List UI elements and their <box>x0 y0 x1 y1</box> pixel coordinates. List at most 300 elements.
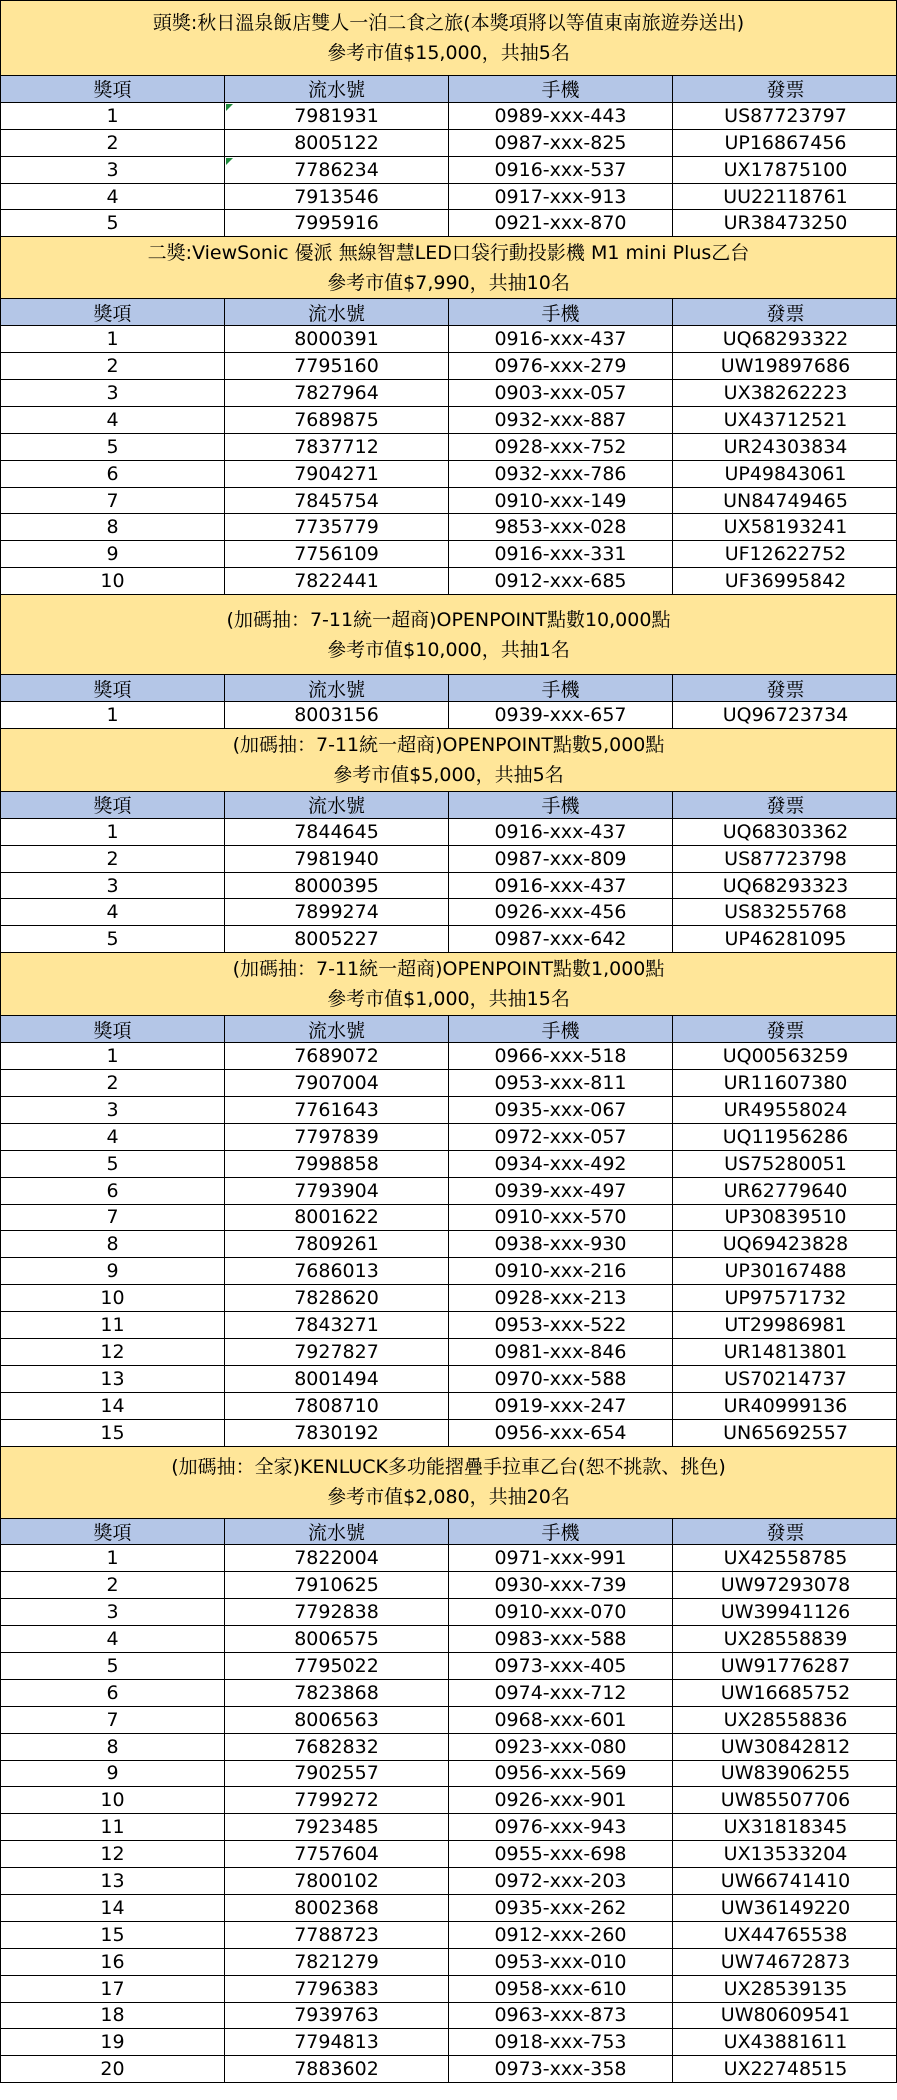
table-cell-phone-col: 0921-xxx-870 <box>449 210 673 236</box>
prize-subtitle: 參考市值$7,990，共抽10名 <box>327 271 570 294</box>
column-header-prize-col: 獎項 <box>1 1519 225 1545</box>
table-cell-invoice-col: UW19897686 <box>720 355 851 378</box>
table-cell-prize-col: 8 <box>1 1231 225 1257</box>
table-cell-invoice-col: UW16685752 <box>720 1681 851 1704</box>
table-cell-prize-col: 2 <box>1 353 225 379</box>
table-cell-phone-col: 0939-xxx-657 <box>449 702 673 728</box>
table-row <box>0 1707 897 1734</box>
column-header-invoice-col: 發票 <box>766 678 805 701</box>
table-row <box>0 819 897 846</box>
column-header-serial-col: 流水號 <box>225 792 449 818</box>
table-row <box>0 1231 897 1258</box>
table-cell-invoice-col: US70214737 <box>724 1367 847 1390</box>
table-cell-invoice-col: UX44765538 <box>723 1923 848 1946</box>
table-cell-invoice-col: UQ68293322 <box>722 328 849 351</box>
table-cell-prize-col: 1 <box>1 1545 225 1571</box>
table-cell-invoice-col: UX43712521 <box>723 408 848 431</box>
table-cell-serial-col: 7844645 <box>225 819 449 845</box>
table-cell-phone-col: 0963-xxx-873 <box>449 2003 673 2029</box>
table-cell-invoice-col: UX58193241 <box>723 516 848 539</box>
table-cell-serial-col: 7689875 <box>225 407 449 433</box>
table-cell-prize-col: 5 <box>1 926 225 952</box>
table-cell-invoice-col: UX28558839 <box>723 1628 848 1651</box>
table-cell-prize-col: 4 <box>1 1124 225 1150</box>
table-cell-prize-col: 15 <box>1 1420 225 1446</box>
column-header-invoice-col: 發票 <box>766 302 805 325</box>
table-cell-serial-col: 7682832 <box>225 1734 449 1760</box>
prize-subtitle: 參考市值$15,000，共抽5名 <box>327 42 570 64</box>
table-cell-serial-col: 7883602 <box>225 2056 449 2082</box>
table-cell-phone-col: 0926-xxx-456 <box>449 899 673 925</box>
table-cell-phone-col: 0953-xxx-811 <box>449 1070 673 1096</box>
table-cell-serial-col: 7923485 <box>225 1814 449 1840</box>
table-cell-invoice-col: UN84749465 <box>723 489 848 512</box>
table-row <box>0 2003 897 2030</box>
table-row <box>0 407 897 434</box>
table-cell-serial-col: 7797839 <box>225 1124 449 1150</box>
table-cell-prize-col: 16 <box>1 1949 225 1975</box>
table-cell-prize-col: 6 <box>1 1680 225 1706</box>
table-cell-phone-col: 0935-xxx-262 <box>449 1895 673 1921</box>
table-cell-serial-col: 8006563 <box>225 1707 449 1733</box>
table-cell-phone-col: 0928-xxx-213 <box>449 1285 673 1311</box>
table-cell-invoice-col: UW83906255 <box>720 1762 851 1785</box>
table-row <box>0 1599 897 1626</box>
table-cell-serial-col: 7792838 <box>225 1599 449 1625</box>
table-cell-serial-col: 7799272 <box>225 1787 449 1813</box>
table-cell-phone-col: 0953-xxx-522 <box>449 1312 673 1338</box>
table-cell-prize-col: 2 <box>1 1070 225 1096</box>
table-cell-prize-col: 1 <box>1 1043 225 1069</box>
table-cell-prize-col: 1 <box>1 819 225 845</box>
prize-header <box>0 0 897 76</box>
table-cell-invoice-col: UR62779640 <box>723 1179 848 1202</box>
table-cell-prize-col: 5 <box>1 434 225 460</box>
table-cell-serial-col: 8003156 <box>225 702 449 728</box>
table-cell-serial-col: 8002368 <box>225 1895 449 1921</box>
table-cell-prize-col: 14 <box>1 1895 225 1921</box>
table-cell-phone-col: 0981-xxx-846 <box>449 1339 673 1365</box>
table-cell-invoice-col: UX42558785 <box>723 1547 848 1570</box>
table-cell-prize-col: 3 <box>1 873 225 899</box>
table-cell-serial-col: 7788723 <box>225 1922 449 1948</box>
table-cell-serial-col: 7793904 <box>225 1178 449 1204</box>
table-row <box>0 1312 897 1339</box>
table-cell-serial-col: 8001622 <box>225 1205 449 1231</box>
table-cell-invoice-col: UX38262223 <box>723 381 848 404</box>
table-cell-prize-col: 1 <box>1 103 225 129</box>
table-row <box>0 873 897 900</box>
table-row <box>0 1761 897 1788</box>
table-cell-phone-col: 0910-xxx-149 <box>449 488 673 514</box>
column-header-invoice-col: 發票 <box>766 1521 805 1544</box>
table-cell-phone-col: 0956-xxx-569 <box>449 1761 673 1787</box>
prize-subtitle: 參考市值$2,080，共抽20名 <box>327 1486 570 1509</box>
table-row <box>0 702 897 729</box>
column-header-prize-col: 獎項 <box>1 792 225 818</box>
column-header-serial-col: 流水號 <box>225 675 449 701</box>
prize-title: 頭獎:秋日溫泉飯店雙人一泊二食之旅(本獎項將以等值東南旅遊券送出) <box>152 12 745 34</box>
table-cell-serial-col: 7904271 <box>225 461 449 487</box>
table-cell-serial-col: 7786234 <box>225 157 449 183</box>
table-cell-prize-col: 4 <box>1 1626 225 1652</box>
table-row <box>0 1787 897 1814</box>
table-row <box>0 353 897 380</box>
table-cell-phone-col: 0916-xxx-437 <box>449 873 673 899</box>
table-cell-prize-col: 7 <box>1 1707 225 1733</box>
column-header-invoice-col: 發票 <box>766 1019 805 1042</box>
table-cell-invoice-col: UP16867456 <box>724 131 847 154</box>
table-cell-prize-col: 4 <box>1 184 225 210</box>
table-cell-phone-col: 0916-xxx-437 <box>449 326 673 352</box>
table-cell-invoice-col: UW91776287 <box>720 1654 851 1677</box>
table-cell-phone-col: 0973-xxx-358 <box>449 2056 673 2082</box>
table-cell-phone-col: 0989-xxx-443 <box>449 103 673 129</box>
table-cell-serial-col: 7823868 <box>225 1680 449 1706</box>
table-cell-phone-col: 0910-xxx-216 <box>449 1258 673 1284</box>
table-row <box>0 434 897 461</box>
table-cell-invoice-col: UW39941126 <box>720 1601 851 1624</box>
table-cell-serial-col: 7981940 <box>225 846 449 872</box>
table-cell-phone-col: 0935-xxx-067 <box>449 1097 673 1123</box>
table-row <box>0 1151 897 1178</box>
table-row <box>0 380 897 407</box>
column-header-row <box>0 1519 897 1546</box>
column-header-row <box>0 675 897 702</box>
table-row <box>0 2056 897 2083</box>
column-header-row <box>0 792 897 819</box>
table-cell-prize-col: 4 <box>1 407 225 433</box>
table-row <box>0 1420 897 1447</box>
table-cell-invoice-col: UF36995842 <box>724 570 847 593</box>
table-cell-serial-col: 7995916 <box>225 210 449 236</box>
prize-header <box>0 237 897 299</box>
table-cell-serial-col: 7689072 <box>225 1043 449 1069</box>
column-header-invoice-col: 發票 <box>766 79 805 102</box>
table-cell-prize-col: 13 <box>1 1868 225 1894</box>
table-cell-phone-col: 0972-xxx-057 <box>449 1124 673 1150</box>
table-cell-invoice-col: UX28539135 <box>723 1977 848 2000</box>
table-row <box>0 1043 897 1070</box>
prize-header <box>0 729 897 792</box>
table-cell-invoice-col: UQ68293323 <box>722 874 849 897</box>
table-cell-prize-col: 12 <box>1 1339 225 1365</box>
prize-header <box>0 595 897 675</box>
column-header-serial-col: 流水號 <box>225 1016 449 1042</box>
table-cell-phone-col: 0976-xxx-279 <box>449 353 673 379</box>
table-row <box>0 1572 897 1599</box>
table-cell-prize-col: 2 <box>1 130 225 156</box>
table-cell-invoice-col: UP46281095 <box>724 928 847 951</box>
prize-subtitle: 參考市值$10,000，共抽1名 <box>327 638 570 661</box>
table-row <box>0 1097 897 1124</box>
column-header-phone-col: 手機 <box>449 792 673 818</box>
table-cell-phone-col: 0932-xxx-786 <box>449 461 673 487</box>
table-row <box>0 846 897 873</box>
table-cell-invoice-col: UX22748515 <box>723 2058 848 2081</box>
table-row <box>0 1258 897 1285</box>
table-cell-serial-col: 7796383 <box>225 1976 449 2002</box>
table-cell-serial-col: 7757604 <box>225 1841 449 1867</box>
table-cell-prize-col: 3 <box>1 1097 225 1123</box>
table-row <box>0 1841 897 1868</box>
table-cell-serial-col: 7821279 <box>225 1949 449 1975</box>
column-header-prize-col: 獎項 <box>1 1016 225 1042</box>
column-header-prize-col: 獎項 <box>1 299 225 325</box>
table-row <box>0 1393 897 1420</box>
table-cell-serial-col: 7899274 <box>225 899 449 925</box>
table-cell-invoice-col: UX13533204 <box>723 1843 848 1866</box>
table-cell-phone-col: 0910-xxx-070 <box>449 1599 673 1625</box>
table-cell-invoice-col: UT29986981 <box>724 1314 847 1336</box>
table-row <box>0 488 897 515</box>
table-cell-prize-col: 13 <box>1 1366 225 1392</box>
table-row <box>0 1653 897 1680</box>
column-header-phone-col: 手機 <box>449 1519 673 1545</box>
table-cell-phone-col: 0938-xxx-930 <box>449 1231 673 1257</box>
table-cell-serial-col: 7794813 <box>225 2029 449 2055</box>
table-row <box>0 1339 897 1366</box>
prize-title: (加碼抽：7-11統一超商)OPENPOINT點數10,000點 <box>226 608 671 631</box>
table-cell-invoice-col: UP49843061 <box>724 462 847 485</box>
table-cell-phone-col: 0903-xxx-057 <box>449 380 673 406</box>
prize-title: 二獎:ViewSonic 優派 無線智慧LED口袋行動投影機 M1 mini Plus乙台 <box>147 241 750 264</box>
table-cell-phone-col: 0976-xxx-943 <box>449 1814 673 1840</box>
table-cell-phone-col: 0919-xxx-247 <box>449 1393 673 1419</box>
table-cell-prize-col: 5 <box>1 1653 225 1679</box>
column-header-phone-col: 手機 <box>449 76 673 102</box>
table-cell-prize-col: 10 <box>1 1787 225 1813</box>
table-row <box>0 1545 897 1572</box>
table-cell-phone-col: 0987-xxx-809 <box>449 846 673 872</box>
table-cell-serial-col: 7913546 <box>225 184 449 210</box>
table-cell-prize-col: 9 <box>1 1258 225 1284</box>
table-row <box>0 157 897 184</box>
table-cell-serial-col: 8006575 <box>225 1626 449 1652</box>
table-row <box>0 1178 897 1205</box>
table-cell-invoice-col: UQ96723734 <box>722 703 849 726</box>
table-row <box>0 1626 897 1653</box>
prize-title: (加碼抽：全家)KENLUCK多功能摺疊手拉車乙台(恕不挑款、挑色) <box>171 1456 726 1479</box>
table-cell-invoice-col: UN65692557 <box>723 1421 848 1444</box>
table-cell-serial-col: 8000395 <box>225 873 449 899</box>
prize-header <box>0 953 897 1016</box>
table-cell-prize-col: 2 <box>1 846 225 872</box>
table-row <box>0 1976 897 2003</box>
table-cell-invoice-col: UW80609541 <box>720 2004 851 2027</box>
table-cell-invoice-col: UP30839510 <box>724 1206 847 1229</box>
table-cell-serial-col: 7902557 <box>225 1761 449 1787</box>
table-cell-phone-col: 0970-xxx-588 <box>449 1366 673 1392</box>
table-cell-invoice-col: UX17875100 <box>723 158 848 181</box>
table-row <box>0 1814 897 1841</box>
table-cell-serial-col: 7795160 <box>225 353 449 379</box>
table-cell-phone-col: 0916-xxx-537 <box>449 157 673 183</box>
table-row <box>0 1285 897 1312</box>
table-cell-serial-col: 8001494 <box>225 1366 449 1392</box>
table-cell-prize-col: 12 <box>1 1841 225 1867</box>
table-cell-phone-col: 0910-xxx-570 <box>449 1205 673 1231</box>
table-cell-prize-col: 8 <box>1 514 225 540</box>
table-cell-prize-col: 14 <box>1 1393 225 1419</box>
table-row <box>0 568 897 595</box>
table-cell-invoice-col: UR11607380 <box>723 1071 848 1094</box>
table-cell-phone-col: 9853-xxx-028 <box>449 514 673 540</box>
table-cell-phone-col: 0983-xxx-588 <box>449 1626 673 1652</box>
table-cell-serial-col: 7827964 <box>225 380 449 406</box>
table-cell-prize-col: 3 <box>1 380 225 406</box>
table-cell-serial-col: 7907004 <box>225 1070 449 1096</box>
column-header-invoice-col: 發票 <box>766 795 805 818</box>
table-cell-phone-col: 0912-xxx-260 <box>449 1922 673 1948</box>
table-cell-invoice-col: US83255768 <box>724 901 847 924</box>
table-cell-phone-col: 0953-xxx-010 <box>449 1949 673 1975</box>
table-cell-serial-col: 8005122 <box>225 130 449 156</box>
table-cell-invoice-col: UQ68303362 <box>722 820 849 843</box>
table-cell-prize-col: 18 <box>1 2003 225 2029</box>
table-cell-serial-col: 7927827 <box>225 1339 449 1365</box>
table-cell-prize-col: 9 <box>1 1761 225 1787</box>
table-cell-prize-col: 20 <box>1 2056 225 2082</box>
table-cell-phone-col: 0939-xxx-497 <box>449 1178 673 1204</box>
table-cell-serial-col: 7981931 <box>225 103 449 129</box>
table-row <box>0 326 897 353</box>
column-header-phone-col: 手機 <box>449 299 673 325</box>
table-cell-serial-col: 7756109 <box>225 541 449 567</box>
table-cell-prize-col: 8 <box>1 1734 225 1760</box>
prize-title: (加碼抽：7-11統一超商)OPENPOINT點數5,000點 <box>232 733 665 756</box>
table-row <box>0 541 897 568</box>
table-row <box>0 1868 897 1895</box>
table-cell-phone-col: 0971-xxx-991 <box>449 1545 673 1571</box>
table-cell-prize-col: 3 <box>1 157 225 183</box>
table-cell-phone-col: 0955-xxx-698 <box>449 1841 673 1867</box>
table-cell-prize-col: 4 <box>1 899 225 925</box>
prize-subtitle: 參考市值$5,000，共抽5名 <box>333 763 564 786</box>
table-cell-prize-col: 1 <box>1 702 225 728</box>
table-cell-invoice-col: UX28558836 <box>723 1708 848 1731</box>
table-cell-serial-col: 7735779 <box>225 514 449 540</box>
table-cell-serial-col: 7830192 <box>225 1420 449 1446</box>
table-cell-invoice-col: UW30842812 <box>720 1735 851 1758</box>
column-header-row <box>0 299 897 326</box>
table-cell-prize-col: 10 <box>1 1285 225 1311</box>
table-cell-serial-col: 7939763 <box>225 2003 449 2029</box>
column-header-row <box>0 1016 897 1043</box>
table-cell-phone-col: 0934-xxx-492 <box>449 1151 673 1177</box>
table-row <box>0 1949 897 1976</box>
table-cell-phone-col: 0966-xxx-518 <box>449 1043 673 1069</box>
table-cell-prize-col: 7 <box>1 488 225 514</box>
table-cell-serial-col: 7808710 <box>225 1393 449 1419</box>
table-cell-invoice-col: US87723797 <box>724 104 847 127</box>
table-cell-invoice-col: UR40999136 <box>723 1394 848 1417</box>
table-cell-prize-col: 17 <box>1 1976 225 2002</box>
table-cell-phone-col: 0916-xxx-437 <box>449 819 673 845</box>
table-row <box>0 2029 897 2056</box>
table-cell-invoice-col: UW85507706 <box>720 1789 851 1812</box>
table-cell-invoice-col: UP97571732 <box>724 1287 847 1310</box>
table-cell-serial-col: 7998858 <box>225 1151 449 1177</box>
table-cell-prize-col: 9 <box>1 541 225 567</box>
table-cell-phone-col: 0956-xxx-654 <box>449 1420 673 1446</box>
table-cell-invoice-col: UW36149220 <box>720 1896 851 1919</box>
table-row <box>0 184 897 211</box>
table-row <box>0 1895 897 1922</box>
table-cell-serial-col: 7822004 <box>225 1545 449 1571</box>
table-row <box>0 514 897 541</box>
column-header-prize-col: 獎項 <box>1 675 225 701</box>
table-cell-invoice-col: UF12622752 <box>724 543 847 566</box>
table-cell-serial-col: 7845754 <box>225 488 449 514</box>
table-cell-invoice-col: US75280051 <box>724 1152 847 1175</box>
table-row <box>0 130 897 157</box>
table-cell-phone-col: 0932-xxx-887 <box>449 407 673 433</box>
table-row <box>0 1124 897 1151</box>
table-cell-serial-col: 7837712 <box>225 434 449 460</box>
table-cell-phone-col: 0973-xxx-405 <box>449 1653 673 1679</box>
table-cell-phone-col: 0923-xxx-080 <box>449 1734 673 1760</box>
table-cell-invoice-col: UR38473250 <box>723 212 848 235</box>
table-cell-serial-col: 7809261 <box>225 1231 449 1257</box>
table-cell-phone-col: 0917-xxx-913 <box>449 184 673 210</box>
table-cell-prize-col: 7 <box>1 1205 225 1231</box>
table-cell-serial-col: 7761643 <box>225 1097 449 1123</box>
table-cell-phone-col: 0974-xxx-712 <box>449 1680 673 1706</box>
column-header-serial-col: 流水號 <box>225 299 449 325</box>
table-cell-prize-col: 11 <box>1 1312 225 1338</box>
table-cell-phone-col: 0928-xxx-752 <box>449 434 673 460</box>
table-row <box>0 1922 897 1949</box>
table-cell-invoice-col: UQ00563259 <box>722 1045 849 1068</box>
table-cell-invoice-col: UQ69423828 <box>722 1233 849 1256</box>
column-header-phone-col: 手機 <box>449 675 673 701</box>
prize-header <box>0 1447 897 1519</box>
table-cell-phone-col: 0972-xxx-203 <box>449 1868 673 1894</box>
table-cell-phone-col: 0930-xxx-739 <box>449 1572 673 1598</box>
table-row <box>0 1366 897 1393</box>
table-cell-serial-col: 8000391 <box>225 326 449 352</box>
table-cell-invoice-col: UX43881611 <box>723 2031 848 2054</box>
prize-title: (加碼抽：7-11統一超商)OPENPOINT點數1,000點 <box>232 958 665 981</box>
table-row <box>0 1070 897 1097</box>
table-cell-prize-col: 3 <box>1 1599 225 1625</box>
table-cell-prize-col: 11 <box>1 1814 225 1840</box>
table-row <box>0 1205 897 1232</box>
table-cell-phone-col: 0987-xxx-825 <box>449 130 673 156</box>
table-cell-invoice-col: UW66741410 <box>720 1870 851 1893</box>
table-cell-prize-col: 19 <box>1 2029 225 2055</box>
table-cell-serial-col: 7800102 <box>225 1868 449 1894</box>
table-cell-phone-col: 0912-xxx-685 <box>449 568 673 594</box>
table-cell-prize-col: 5 <box>1 210 225 236</box>
table-cell-phone-col: 0926-xxx-901 <box>449 1787 673 1813</box>
column-header-serial-col: 流水號 <box>225 76 449 102</box>
table-cell-prize-col: 10 <box>1 568 225 594</box>
table-cell-prize-col: 6 <box>1 461 225 487</box>
table-cell-prize-col: 15 <box>1 1922 225 1948</box>
table-cell-prize-col: 1 <box>1 326 225 352</box>
table-row <box>0 899 897 926</box>
prize-subtitle: 參考市值$1,000，共抽15名 <box>327 988 570 1011</box>
table-cell-invoice-col: UR24303834 <box>723 435 848 458</box>
table-cell-invoice-col: UU22118761 <box>723 185 848 208</box>
table-cell-phone-col: 0916-xxx-331 <box>449 541 673 567</box>
table-cell-prize-col: 6 <box>1 1178 225 1204</box>
table-cell-serial-col: 7843271 <box>225 1312 449 1338</box>
table-cell-prize-col: 5 <box>1 1151 225 1177</box>
table-cell-prize-col: 2 <box>1 1572 225 1598</box>
